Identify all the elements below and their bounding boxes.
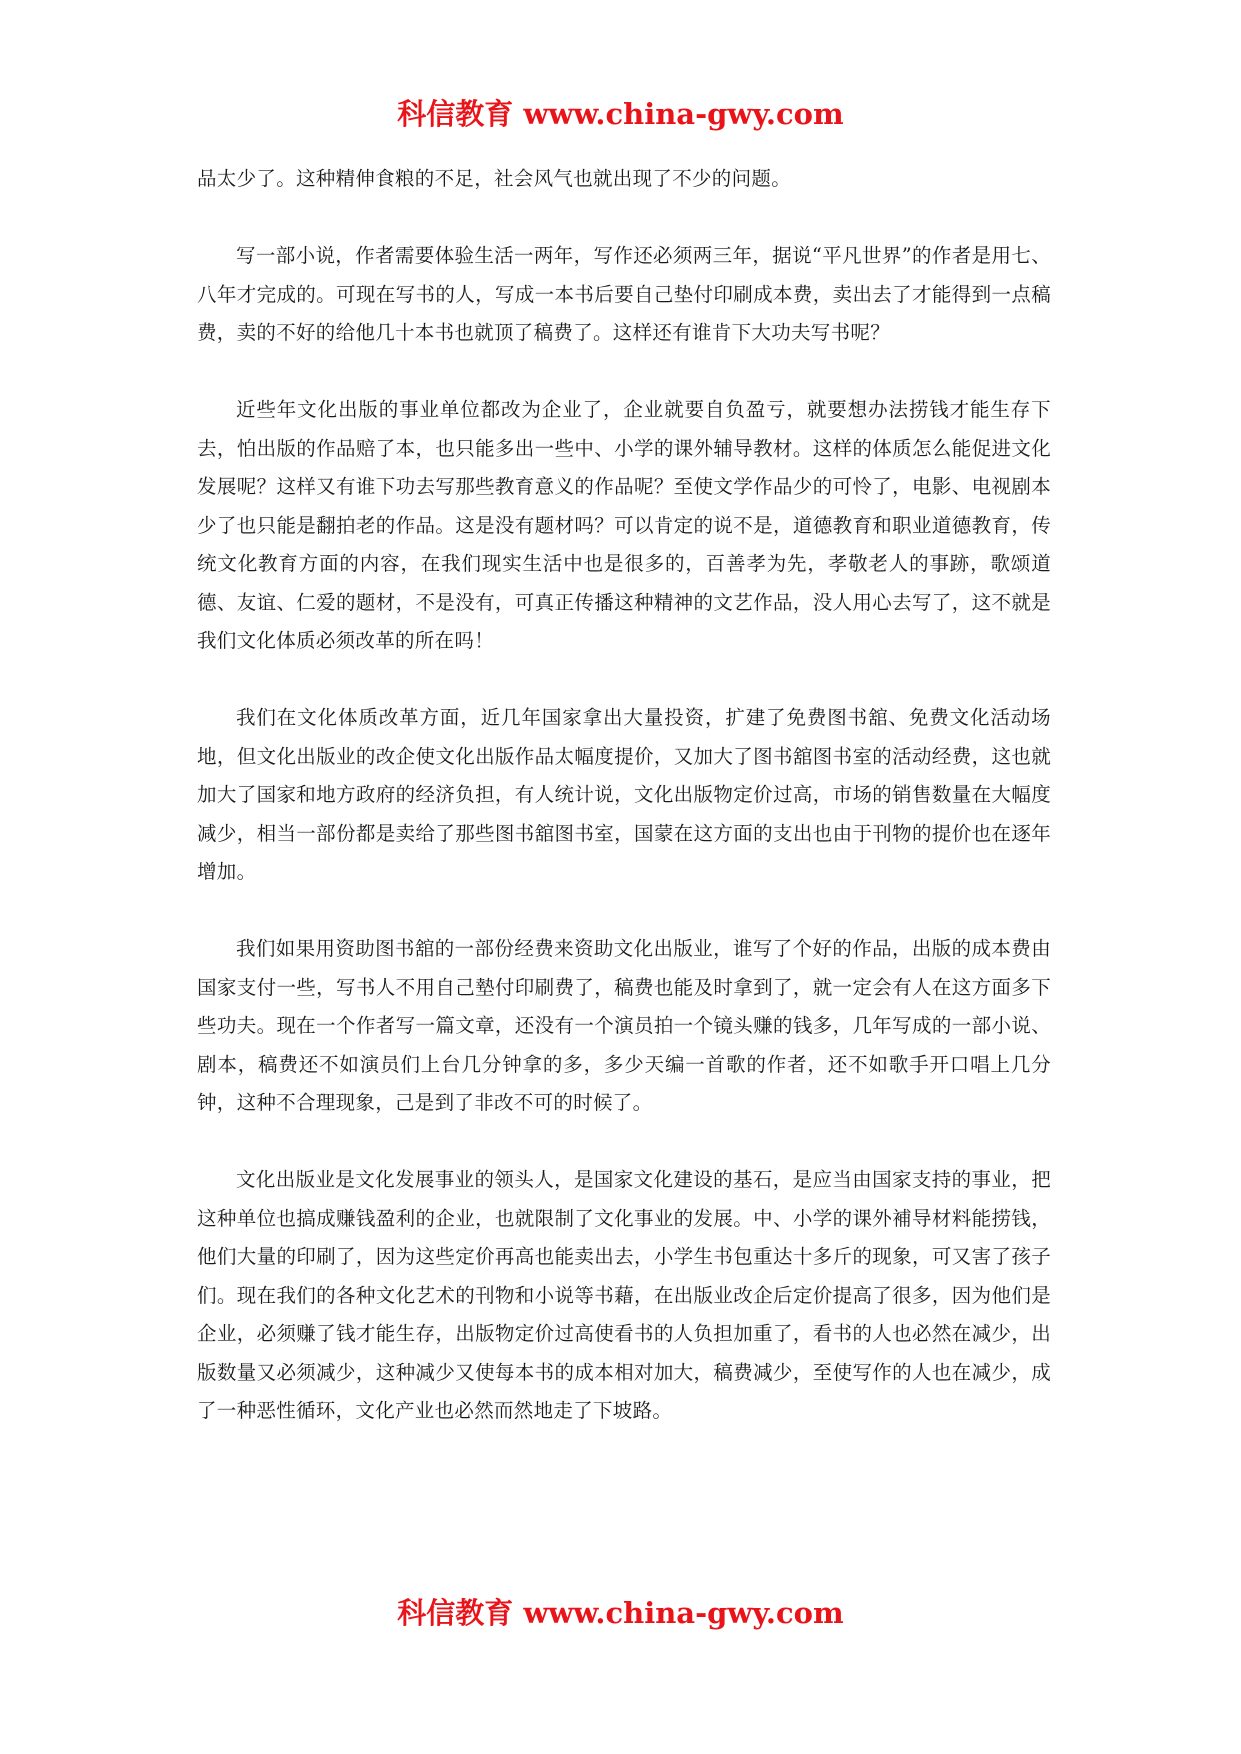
- document-body: [197, 160, 1051, 1469]
- paragraph-3: 近些年文化出版的事业单位都改为企业了，企业就要自负盈亏，就要想办法捞钱才能生存下去，怕出版的作品赔了本，也只能多出一些中、小学的课外辅导教材。这样的体质怎么能促进文化发展呢？这样又有谁下功去写那些教育意义的作品呢？至使文学作品少的可怜了，电影、电视剧本少了也只能是翻拍老的作品。这是没有题材吗？可以肯定的说不是，道德教育和职业道德教育，传统文化教育方面的内容，在我们现实生活中也是很多的，百善孝为先，孝敬老人的事跡，歌颂道德、友谊、仁爱的题材，不是没有，可真正传播这种精神的文艺作品，没人用心去写了，这不就是我们文化体质必须改革的所在吗！: [197, 398, 1051, 652]
- paragraph-5: 我们如果用资助图书舘的一部份经费来资助文化出版业，谁写了个好的作品，出版的成本费由国家支付一些，写书人不用自己墊付印刷费了，稿费也能及时拿到了，就一定会有人在这方面多下些功夫。现在一个作者写一篇文章，还没有一个演员拍一个镜头赚的钱多，几年写成的一部小说、剧本，稿费还不如演员们上台几分钟拿的多，多少天编一首歌的作者，还不如歌手开口唱上几分钟，这种不合理现象，己是到了非改不可的时候了。: [197, 937, 1051, 1114]
- paragraph-4: 我们在文化体质改革方面，近几年国家拿出大量投资，扩建了免费图书舘、免费文化活动场地，但文化出版业的改企使文化出版作品太幅度提价，又加大了图书舘图书室的活动经费，这也就加大了国家和地方政府的经济负担，有人统计说，文化出版物定价过高，市场的销售数量在大幅度减少，相当一部份都是卖给了那些图书舘图书室，国蒙在这方面的支出也由于刊物的提价也在逐年增加。: [197, 706, 1051, 883]
- paragraph-2: 写一部小说，作者需要体验生活一两年，写作还必须两三年，据说“平凡世界”的作者是用七、八年才完成的。可现在写书的人，写成一本书后要自己垫付印刷成本费，卖出去了才能得到一点稿费，卖的不好的给他几十本书也就顶了稿费了。这样还有谁肯下大功夫写书呢？: [197, 244, 1051, 344]
- paragraph-6: 文化出版业是文化发展事业的领头人，是国家文化建设的基石，是应当由国家支持的事业，把这种单位也搞成赚钱盈利的企业，也就限制了文化事业的发展。中、小学的课外補导材料能捞钱，他们大量的印刷了，因为这些定价再高也能卖出去，小学生书包重达十多斤的现象，可又害了孩子们。现在我们的各种文化艺术的刊物和小说等书藉，在出版业改企后定价提高了很多，因为他们是企业，必须赚了钱才能生存，出版物定价过高使看书的人负担加重了，看书的人也必然在减少，出版数量又必须减少，这种减少又使每本书的成本相对加大，稿费减少，至使写作的人也在减少，成了一种恶性循环，文化产业也必然而然地走了下坡路。: [197, 1168, 1051, 1422]
- page-header: 科信教育 www.china-gwy.com: [397, 97, 844, 131]
- paragraph-1: 品太少了。这种精伸食粮的不足，社会风气也就出现了不少的问题。: [197, 167, 792, 190]
- page-footer: 科信教育 www.china-gwy.com: [397, 1596, 844, 1630]
